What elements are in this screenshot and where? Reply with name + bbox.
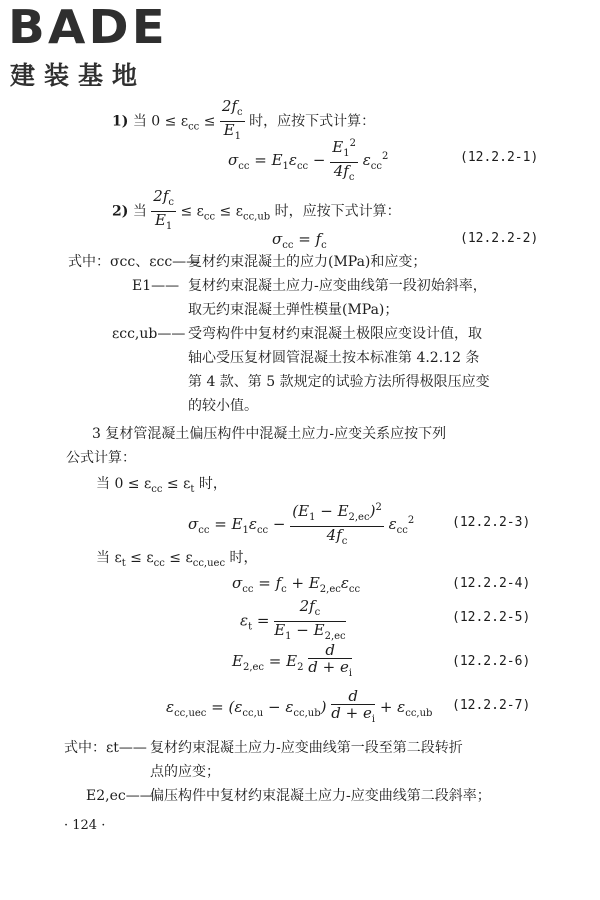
where-desc-e1-line2: 取无约束混凝土弹性模量(MPa)； (188, 302, 399, 318)
equation-7-number: (12.2.2-7) (452, 698, 531, 713)
equation-5: $\varepsilon_t$ = $\frac{2f_c}{E_1 - E_{2,ec}}$ (240, 597, 346, 642)
condition-4: 当 $\varepsilon_t \le \varepsilon_{cc} \le \varepsilon_{cc,uec}$ 时， (96, 550, 258, 569)
paragraph-3-line2: 公式计算： (66, 450, 136, 466)
where-desc-et-line2: 点的应变； (150, 764, 220, 780)
item-2-condition: 2) 当 $\frac{2f_c}{E_1}$ ≤ $\varepsilon_{cc} \le \varepsilon_{cc,ub}$ 时，应按下式计算： (112, 187, 401, 232)
equation-4-number: (12.2.2-4) (452, 576, 531, 591)
item-1-condition: 1) 当 $0 \le \varepsilon_{cc}$ ≤ $\frac{2f_c}{E_1}$ 时，应按下式计算： (112, 97, 376, 142)
equation-4: $\sigma_{cc} = f_c + E_{2,ec}\varepsilon_{cc}$ (232, 574, 361, 595)
equation-2: $\sigma_{cc} = f_c$ (272, 230, 327, 251)
where-label-e1: E1—— (132, 278, 180, 294)
where-desc-ecc-ub-line4: 的较小值。 (188, 398, 258, 414)
where-label-sigma: 式中：σcc、εcc—— (68, 254, 201, 270)
logo-wordmark: BADE (8, 0, 168, 54)
where-desc-ecc-ub-line2: 轴心受压复材圆管混凝土按本标准第 4.2.12 条 (188, 350, 480, 366)
where-desc-sigma: 复材约束混凝土的应力(MPa)和应变； (188, 254, 427, 270)
where-desc-ecc-ub-line1: 受弯构件中复材约束混凝土极限应变设计值，取 (188, 326, 482, 342)
equation-3: $\sigma_{cc} = E_1\varepsilon_{cc}$ − $\frac{(E_1 - E_{2,ec})^2}{4f_c}$ $\varepsilon_{cc}^2$ (188, 502, 415, 547)
equation-3-number: (12.2.2-3) (452, 515, 531, 530)
equation-2-number: (12.2.2-2) (460, 231, 539, 246)
equation-1-number: (12.2.2-1) (460, 150, 539, 165)
equation-7: $\varepsilon_{cc,uec} = (\varepsilon_{cc,u} - \varepsilon_{cc,ub})$ $\frac{d}{d + e_i}$ + $\varepsilon_{cc,ub}$ (166, 687, 433, 725)
where-desc-ecc-ub-line3: 第 4 款、第 5 款规定的试验方法所得极限压应变 (188, 374, 490, 390)
where-desc-e1-line1: 复材约束混凝土应力-应变曲线第一段初始斜率， (188, 278, 487, 294)
equation-6: $E_{2,ec} = E_2$ $\frac{d}{d + e_i}$ (232, 641, 353, 679)
page-number: · 124 · (64, 818, 106, 833)
where-desc-et-line1: 复材约束混凝土应力-应变曲线第一段至第二段转折 (150, 740, 463, 756)
where-label-e2ec: E2,ec—— (86, 788, 154, 804)
condition-3: 当 $0 \le \varepsilon_{cc} \le \varepsilon_t$ 时， (96, 476, 227, 495)
where-label-ecc-ub: εcc,ub—— (112, 326, 186, 342)
equation-5-number: (12.2.2-5) (452, 610, 531, 625)
where-desc-e2ec: 偏压构件中复材约束混凝土应力-应变曲线第二段斜率； (150, 788, 491, 804)
equation-6-number: (12.2.2-6) (452, 654, 531, 669)
logo-subtitle: 建装基地 (10, 61, 147, 90)
equation-1: $\sigma_{cc} = E_1\varepsilon_{cc}$ − $\frac{E_1^2}{4f_c}$ $\varepsilon_{cc}^2$ (228, 138, 389, 183)
logo (8, 0, 178, 90)
where-label-et: 式中：εt—— (64, 740, 147, 756)
paragraph-3-line1: 3 复材管混凝土偏压构件中混凝土应力-应变关系应按下列 (92, 426, 447, 442)
